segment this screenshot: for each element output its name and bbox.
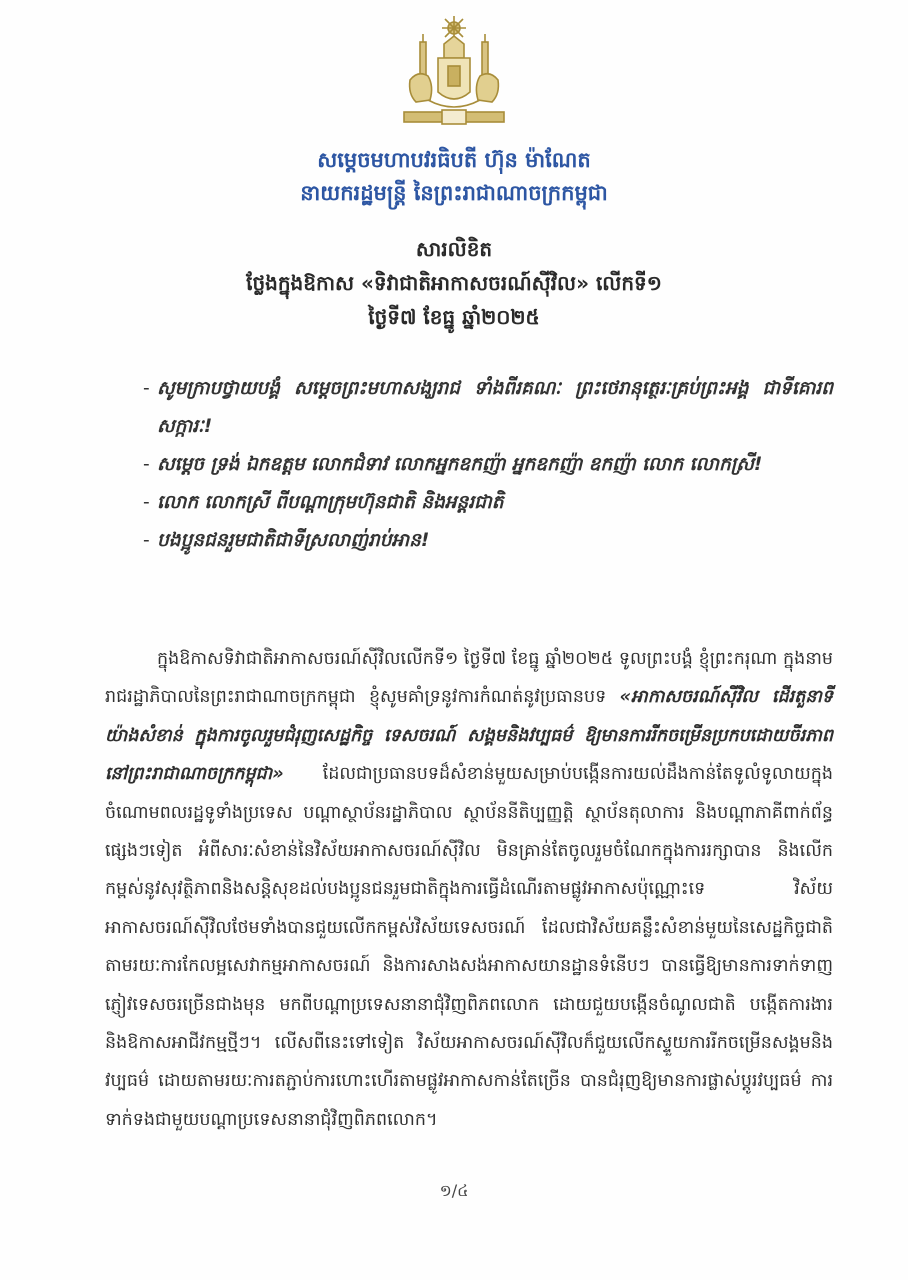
body-paragraph [105, 640, 833, 1139]
paragraph-intro: ក្នុងឱកាសទិវាជាតិអាកាសចរណ៍ស៊ីវិលលើកទី១ ថ្ងៃទី៧ ខែធ្នូ ឆ្នាំ២០២៥ ទូលព្រះបង្គំ ខ្ញុំព្រះករុណា ក្នុងនាមរាជរដ្ឋាភិបាលនៃព្រះរាជាណាចក្រកម្ពុជា ខ្ញុំសូមគាំទ្រនូវការកំណត់នូវប្រធានបទ [105, 649, 833, 708]
page-number: ១/៤ [439, 1181, 469, 1200]
document-title: សារលិខិត [415, 237, 493, 261]
royal-arms-emblem-icon [398, 14, 510, 130]
dash-bullet: - [143, 454, 150, 475]
dash-bullet: - [143, 530, 150, 551]
salutation-text: សូមក្រាបថ្វាយបង្គំ សម្តេចព្រះមហាសង្ឃរាជ ទាំងពីរគណៈ ព្រះថេរានុត្ថេរៈគ្រប់ព្រះអង្គ ជាទីគោរពសក្ការៈ! [157, 378, 833, 437]
prime-minister-name: សម្តេចមហាបវរធិបតី ហ៊ុន ម៉ាណែត [317, 148, 591, 172]
document-date: ថ្ងៃទី៧ ខែធ្នូ ឆ្នាំ២០២៥ [368, 305, 540, 329]
salutation-text: បងប្អូនជនរួមជាតិជាទីស្រលាញ់រាប់អាន! [157, 530, 430, 551]
dash-bullet: - [143, 492, 150, 513]
salutation-text: លោក លោកស្រី ពីបណ្តាក្រុមហ៊ុនជាតិ និងអន្តរជាតិ [157, 492, 504, 513]
theme-quote: «អាកាសចរណ៍ស៊ីវិល ដើរតួនាទីយ៉ាងសំខាន់ ក្នុងការចូលរួមជំរុញសេដ្ឋកិច្ច ទេសចរណ៍ សង្គមនិងវប្បធម៌ ឱ្យមានការរីកចម្រើនប្រកបដោយចីរភាព នៅព្រះរាជាណាចក្រកម្ពុជា» [105, 687, 833, 785]
paragraph-body: ដែលជាប្រធានបទដ៏សំខាន់មួយសម្រាប់បង្កើនការយល់ដឹងកាន់តែទូលំទូលាយក្នុងចំណោមពលរដ្ឋទូទាំងប្រទេស បណ្តាស្ថាប័នរដ្ឋាភិបាល ស្ថាប័ននីតិប្បញ្ញត្តិ ស្ថាប័នតុលាការ និងបណ្តាភាគីពាក់ព័ន្ធផ្សេងៗទៀត អំពីសារៈសំខាន់នៃវិស័យអាកាសចរណ៍ស៊ីវិល មិនគ្រាន់តែចូលរួមចំណែកក្នុងការរក្សាបាន និងលើកកម្ពស់នូវសុវត្ថិភាពនិងសន្តិសុខដល់បងប្អូនជនរួមជាតិក្នុងការធ្វើដំណើរតាមផ្លូវអាកាសប៉ុណ្ណោះទេ វិស័យអាកាសចរណ៍ស៊ីវិលថែមទាំងបានជួយលើកកម្ពស់វិស័យទេសចរណ៍ ដែលជាវិស័យគន្លឹះសំខាន់មួយនៃសេដ្ឋកិច្ចជាតិ តាមរយៈការកែលម្អសេវាកម្មអាកាសចរណ៍ និងការសាងសង់អាកាសយានដ្ឋានទំនើបៗ បានធ្វើឱ្យមានការទាក់ទាញភ្ញៀវទេសចរច្រើនជាងមុន មកពីបណ្តាប្រទេសនានាជុំវិញពិភពលោក ដោយជួយបង្កើនចំណូលជាតិ បង្កើតការងារ និងឱកាសអាជីវកម្មថ្មីៗ។ លើសពីនេះទៅទៀត វិស័យអាកាសចរណ៍ស៊ីវិលក៏ជួយលើកស្ទួយការរីកចម្រើនសង្គមនិងវប្បធម៌ ដោយតាមរយៈការតភ្ជាប់ការហោះហើរតាមផ្លូវអាកាសកាន់តែច្រើន បានជំរុញឱ្យមានការផ្លាស់ប្តូរវប្បធម៌ ការទាក់ទងជាមួយបណ្តាប្រទេសនានាជុំវិញពិភពលោក។ [105, 764, 833, 1130]
salutation-item [143, 522, 833, 560]
salutation-item [143, 370, 833, 446]
salutation-item [143, 446, 833, 484]
dash-bullet: - [143, 378, 150, 399]
salutations-list [143, 370, 833, 560]
occasion-subtitle: ថ្លែងក្នុងឱកាស «ទិវាជាតិអាកាសចរណ៍ស៊ីវិល» លើកទី១ [246, 271, 662, 295]
prime-minister-title: នាយករដ្ឋមន្ត្រី នៃព្រះរាជាណាចក្រកម្ពុជា [300, 181, 608, 205]
document-title-block [0, 232, 908, 334]
salutation-item [143, 484, 833, 522]
salutation-text: សម្តេច ទ្រង់ ឯកឧត្តម លោកជំទាវ លោកអ្នកឧកញ៉ា អ្នកឧកញ៉ា ឧកញ៉ា លោក លោកស្រី! [157, 454, 763, 475]
letterhead [0, 144, 908, 210]
